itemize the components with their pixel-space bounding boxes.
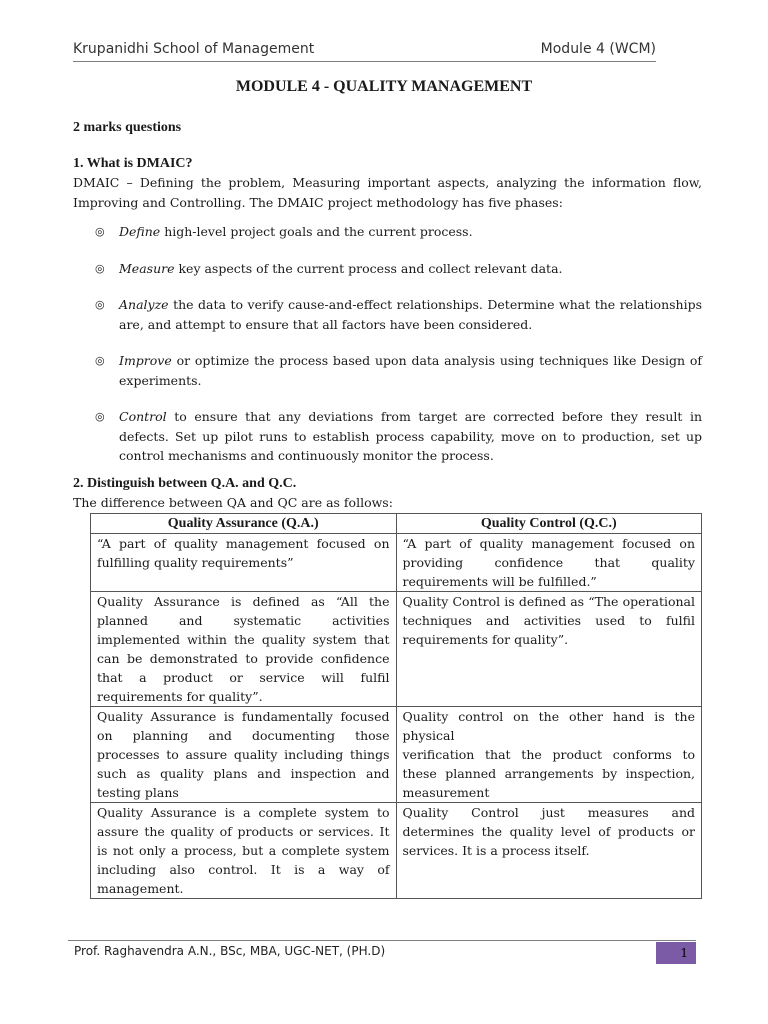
phase-term: Control	[119, 409, 167, 424]
phase-text: high-level project goals and the current process.	[160, 224, 473, 239]
phase-text: to ensure that any deviations from target are corrected before they result in defects. Set up pilot runs to establish process capability, move on to production, set up control mechanisms and continuously monitor the process.	[119, 409, 702, 463]
table-cell-qc: “A part of quality management focused on providing confidence that quality requirements will be fulfilled.”	[396, 533, 702, 591]
table-cell-qa: Quality Assurance is a complete system to assure the quality of products or services. It is not only a process, but a complete system including also control. It is a way of management.	[91, 802, 397, 898]
phase-term: Measure	[119, 260, 175, 276]
table-row	[91, 591, 702, 706]
phase-text: or optimize the process based upon data analysis using techniques like Design of experiments.	[119, 353, 702, 388]
column-header-qa: Quality Assurance (Q.A.)	[91, 513, 397, 533]
question-1-intro: DMAIC – Defining the problem, Measuring important aspects, analyzing the information flow, Improving and Controlling. The DMAIC project methodology has five phases:	[73, 175, 702, 210]
list-item	[73, 351, 702, 390]
footer-author: Prof. Raghavendra A.N., BSc, MBA, UGC-NET, (PH.D)	[74, 944, 386, 958]
list-item	[73, 407, 702, 466]
section-label: 2 marks questions	[73, 120, 182, 135]
question-2-heading: 2. Distinguish between Q.A. and Q.C.	[73, 475, 297, 491]
column-header-qc: Quality Control (Q.C.)	[396, 513, 702, 533]
circle-bullet-icon: ◎	[95, 354, 105, 367]
question-2-intro: The difference between QA and QC are as follows:	[73, 495, 393, 510]
header-module-label: Module 4 (WCM)	[540, 41, 656, 57]
document-body	[73, 118, 702, 899]
page-number-badge: 1	[656, 942, 696, 964]
list-item	[73, 295, 702, 334]
page-footer	[68, 940, 696, 965]
phase-term: Improve	[119, 353, 172, 368]
qa-qc-comparison-table	[90, 513, 702, 899]
circle-bullet-icon: ◎	[95, 410, 105, 423]
table-cell-qa: Quality Assurance is fundamentally focused on planning and documenting those processes to assure quality including things such as quality plans and inspection and testing plans	[91, 706, 397, 802]
phase-term: Define	[119, 224, 161, 239]
table-row	[91, 533, 702, 591]
phase-text: key aspects of the current process and collect relevant data.	[174, 260, 563, 276]
list-item	[73, 222, 702, 242]
table-header-row	[91, 513, 702, 533]
table-cell-qc: Quality control on the other hand is the physical verification that the product conforms to these planned arrangements by inspection, measurement	[396, 706, 702, 802]
dmaic-phase-list	[73, 222, 702, 466]
table-row	[91, 706, 702, 802]
table-cell-qa: “A part of quality management focused on fulfilling quality requirements”	[91, 533, 397, 591]
circle-bullet-icon: ◎	[95, 261, 105, 275]
question-1-heading: 1. What is DMAIC?	[73, 155, 193, 171]
circle-bullet-icon: ◎	[95, 298, 105, 311]
phase-text: the data to verify cause-and-effect relationships. Determine what the relationships are, and attempt to ensure that all factors have been considered.	[119, 297, 702, 332]
table-cell-qc: Quality Control is defined as “The operational techniques and activities used to fulfil requirements for quality”.	[396, 591, 702, 706]
table-row	[91, 802, 702, 898]
circle-bullet-icon: ◎	[95, 225, 105, 238]
page-title: MODULE 4 - QUALITY MANAGEMENT	[235, 78, 533, 95]
table-cell-qa: Quality Assurance is defined as “All the planned and systematic activities implemented within the quality system that can be demonstrated to provide confidence that a product or service will fulfil requirements for quality”.	[91, 591, 397, 706]
page-header	[73, 41, 656, 62]
phase-term: Analyze	[119, 297, 169, 312]
list-item	[73, 259, 702, 279]
table-cell-qc: Quality Control just measures and determines the quality level of products or services. It is a process itself.	[396, 802, 702, 898]
header-school-name: Krupanidhi School of Management	[73, 41, 315, 57]
